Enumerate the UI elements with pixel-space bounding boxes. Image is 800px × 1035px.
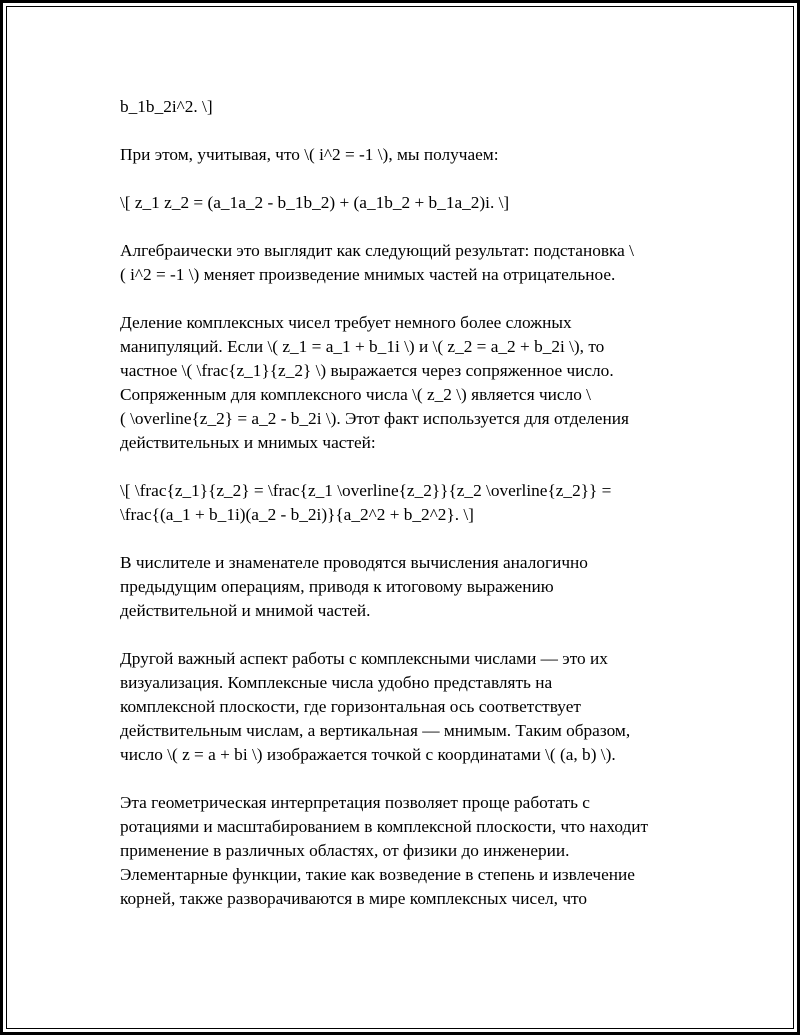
text-line: Деление комплексных чисел требует немного более сложных [120,313,572,332]
text-line: ротациями и масштабированием в комплексной плоскости, что находит [120,817,649,836]
text-line: b_1b_2i^2. \] [120,97,213,116]
text-line: Эта геометрическая интерпретация позволяет проще работать с [120,793,590,812]
text-line: действительной и мнимой частей. [120,601,371,620]
text-line: визуализация. Комплексные числа удобно представлять на [120,673,553,692]
paragraph [120,791,680,911]
text-line: Сопряженным для комплексного числа \( z_2 \) является число \ [120,385,591,404]
equation-line: \frac{(a_1 + b_1i)(a_2 - b_2i)}{a_2^2 + b_2^2}. \] [120,505,474,524]
text-line: применение в различных областях, от физики до инженерии. [120,841,570,860]
text-line: комплексной плоскости, где горизонтальная ось соответствует [120,697,581,716]
paragraph [120,311,680,455]
text-line: Алгебраически это выглядит как следующий результат: подстановка \ [120,241,634,260]
text-line: ( \overline{z_2} = a_2 - b_2i \). Этот факт используется для отделения [120,409,629,428]
document-body [120,95,680,935]
paragraph [120,239,680,287]
text-line: ( i^2 = -1 \) меняет произведение мнимых частей на отрицательное. [120,265,616,284]
equation-paragraph [120,479,680,527]
text-line: При этом, учитывая, что \( i^2 = -1 \), мы получаем: [120,145,499,164]
text-line: В числителе и знаменателе проводятся вычисления аналогично [120,553,588,572]
text-line: действительным числам, а вертикальная — мнимым. Таким образом, [120,721,631,740]
paragraph [120,143,680,167]
text-line: предыдущим операциям, приводя к итоговому выражению [120,577,554,596]
text-line: манипуляций. Если \( z_1 = a_1 + b_1i \) и \( z_2 = a_2 + b_2i \), то [120,337,605,356]
paragraph [120,551,680,623]
equation-line: \[ z_1 z_2 = (a_1a_2 - b_1b_2) + (a_1b_2 + b_1a_2)i. \] [120,193,510,212]
paragraph [120,647,680,767]
text-line: Другой важный аспект работы с комплексными числами — это их [120,649,608,668]
text-line: число \( z = a + bi \) изображается точкой с координатами \( (a, b) \). [120,745,616,764]
text-line: частное \( \frac{z_1}{z_2} \) выражается через сопряженное число. [120,361,614,380]
text-line: Элементарные функции, такие как возведение в степень и извлечение [120,865,635,884]
paragraph [120,95,680,119]
text-line: действительных и мнимых частей: [120,433,376,452]
equation-line: \[ \frac{z_1}{z_2} = \frac{z_1 \overline{z_2}}{z_2 \overline{z_2}} = [120,481,612,500]
text-line: корней, также разворачиваются в мире комплексных чисел, что [120,889,587,908]
equation-paragraph [120,191,680,215]
